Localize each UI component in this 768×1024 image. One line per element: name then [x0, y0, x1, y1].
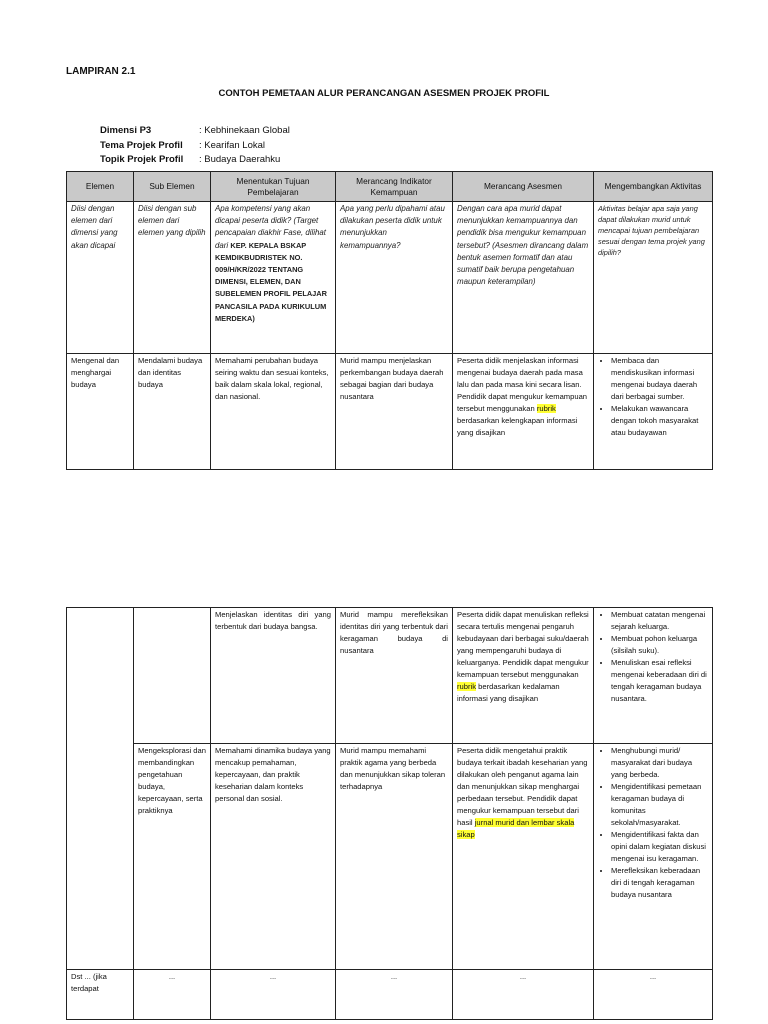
highlight-rubrik: rubrik — [536, 404, 556, 413]
row3-asesmen-text: Peserta didik mengetahui praktik budaya terkait ibadah keseharian yang dilakukan oleh penganut agama lain dan menunjukkan sikap menghargai perbedaan tersebut. Pendidik dapat mengukur kemampuan tersebut dari hasil — [457, 746, 588, 827]
meta-value: : Kebhinekaan Global — [199, 125, 290, 136]
row4-elemen: Dst ... (jika terdapat — [67, 970, 134, 1020]
row1-asesmen — [453, 354, 594, 470]
header-aktivitas: Mengembangkan Aktivitas — [594, 172, 713, 202]
row3-indikator: Murid mampu memahami praktik agama yang berbeda dan menunjukkan sikap toleran terhadapnya — [336, 744, 453, 970]
highlight-rubrik: rubrik — [457, 682, 476, 691]
list-item: • Menuliskan esai refleksi mengenai keberadaan diri di tengah keragaman budaya nusantara. — [611, 657, 708, 705]
row2-tujuan: Menjelaskan identitas diri yang terbentuk dari budaya bangsa. — [211, 608, 336, 744]
row3-asesmen — [453, 744, 594, 970]
row3-aktivitas — [594, 744, 713, 970]
guide-tujuan-reference: KEP. KEPALA BSKAP KEMDIKBUDRISTEK NO. 009/H/KR/2022 TENTANG DIMENSI, ELEMEN, DAN SUBELEMEN PROFIL PELAJAR PANCASILA PADA KURIKULUM MERDEKA) — [215, 240, 327, 323]
project-meta — [100, 124, 290, 168]
guide-aktivitas: Aktivitas belajar apa saja yang dapat dilakukan murid untuk mencapai tujuan pembelajaran sesuai dengan tema projek yang dipilih? — [594, 202, 713, 354]
guide-sub-elemen: Diisi dengan sub elemen dari elemen yang dipilih — [134, 202, 211, 354]
meta-row-dimensi — [100, 124, 290, 139]
header-tujuan: Menentukan Tujuan Pembelajaran — [211, 172, 336, 202]
lampiran-label: LAMPIRAN 2.1 — [66, 66, 136, 77]
row2-asesmen — [453, 608, 594, 744]
row1-aktivitas — [594, 354, 713, 470]
header-asesmen: Merancang Asesmen — [453, 172, 594, 202]
row2-indikator: Murid mampu merefleksikan identitas diri yang terbentuk dari keragaman budaya di nusantara — [336, 608, 453, 744]
guide-asesmen: Dengan cara apa murid dapat menunjukkan kemampuannya dan pendidik bisa mengukur kemampuan tersebut? (Asesmen dirancang dalam bentuk asemen formatif dan atau sumatif baik berupa pengetahuan maupun keterampilan) — [453, 202, 594, 354]
meta-key: Tema Projek Profil — [100, 139, 183, 151]
highlight-jurnal: jurnal murid dan lembar skala sikap — [457, 818, 575, 839]
table-row — [67, 354, 713, 470]
meta-value: : Kearifan Lokal — [199, 139, 266, 151]
row4-ellipsis: ... — [211, 970, 336, 1020]
row1-asesmen-text: Peserta didik menjelaskan informasi mengenai budaya daerah pada masa lalu dan pada masa kini secara lisan. Pendidik dapat mengukur kemampuan tersebut menggunakan — [457, 356, 588, 413]
guide-elemen: Diisi dengan elemen dari dimensi yang akan dicapai — [67, 202, 134, 354]
list-item: • Membaca dan mendiskusikan informasi mengenai budaya daerah dari berbagai sumber. — [611, 355, 708, 403]
list-item: • Merefleksikan keberadaan diri di tengah keragaman budaya nusantara — [611, 865, 708, 901]
meta-key: Topik Projek Profil — [100, 154, 184, 165]
row1-indikator: Murid mampu menjelaskan perkembangan budaya daerah sebagai bagian dari budaya nusantara — [336, 354, 453, 470]
meta-row-tema — [100, 139, 290, 154]
row4-ellipsis: ... — [453, 970, 594, 1020]
header-elemen: Elemen — [67, 172, 134, 202]
guide-indikator: Apa yang perlu dipahami atau dilakukan peserta didik untuk menunjukkan kemampuannya? — [336, 202, 453, 354]
row2-asesmen-text: Peserta didik dapat menuliskan refleksi secara tertulis mengenai pengaruh kebudayaan dari berbagai suku/daerah yang mempengaruhi budaya di keluarganya. Pendidik dapat mengukur kemampuan tersebut menggunakan — [457, 610, 589, 679]
row4-ellipsis: ... — [134, 970, 211, 1020]
table-header-row — [67, 172, 713, 202]
header-indikator: Merancang Indikator Kemampuan — [336, 172, 453, 202]
row2-sub-elemen — [134, 608, 211, 744]
row1-elemen: Mengenal dan menghargai budaya — [67, 354, 134, 470]
row2-aktivitas — [594, 608, 713, 744]
row1-tujuan: Memahami perubahan budaya seiring waktu dan sesuai konteks, baik dalam skala lokal, regional, dan nasional. — [211, 354, 336, 470]
list-item: • Mengidentifikasi pemetaan keragaman budaya di komunitas sekolah/masyarakat. — [611, 781, 708, 829]
row3-tujuan: Memahami dinamika budaya yang mencakup pemahaman, kepercayaan, dan praktik keseharian dalam konteks personal dan sosial. — [211, 744, 336, 970]
table-row — [67, 970, 713, 1020]
table-row — [67, 608, 713, 744]
table-row — [67, 744, 713, 970]
row1-asesmen-text-end: berdasarkan kelengkapan informasi yang disajikan — [457, 416, 578, 437]
table-row-guide — [67, 202, 713, 354]
list-item: • Mengidentifikasi fakta dan opini dalam kegiatan diskusi mengenai isu keragaman. — [611, 829, 708, 865]
activity-list — [598, 355, 708, 439]
list-item: • Membuat catatan mengenai sejarah keluarga. — [611, 609, 708, 633]
mapping-table-part-2 — [66, 607, 713, 1020]
guide-tujuan — [211, 202, 336, 354]
row2-asesmen-text-end: berdasarkan kedalaman informasi yang disajikan — [457, 682, 560, 703]
activity-list — [598, 745, 708, 901]
row1-sub-elemen: Mendalami budaya dan identitas budaya — [134, 354, 211, 470]
list-item: • Menghubungi murid/ masyarakat dari budaya yang berbeda. — [611, 745, 708, 781]
activity-list — [598, 609, 708, 705]
list-item: • Melakukan wawancara dengan tokoh masyarakat atau budayawan — [611, 403, 708, 439]
row3-sub-elemen: Mengeksplorasi dan membandingkan pengetahuan budaya, kepercayaan, serta praktiknya — [134, 744, 211, 970]
document-title: CONTOH PEMETAAN ALUR PERANCANGAN ASESMEN PROJEK PROFIL — [218, 88, 550, 99]
row4-ellipsis: ... — [594, 970, 713, 1020]
header-sub-elemen: Sub Elemen — [134, 172, 211, 202]
guide-tujuan-text: Apa kompetensi yang akan dicapai peserta didik? (Target pencapaian diakhir Fase, dilihat dari — [215, 204, 326, 250]
list-item: • Membuat pohon keluarga (silsilah suku). — [611, 633, 708, 657]
meta-key: Dimensi P3 — [100, 125, 152, 136]
meta-value: : Budaya Daerahku — [199, 154, 281, 165]
row4-ellipsis: ... — [336, 970, 453, 1020]
row2-elemen — [67, 608, 134, 970]
mapping-table-part-1 — [66, 171, 713, 470]
meta-row-topik — [100, 153, 290, 168]
